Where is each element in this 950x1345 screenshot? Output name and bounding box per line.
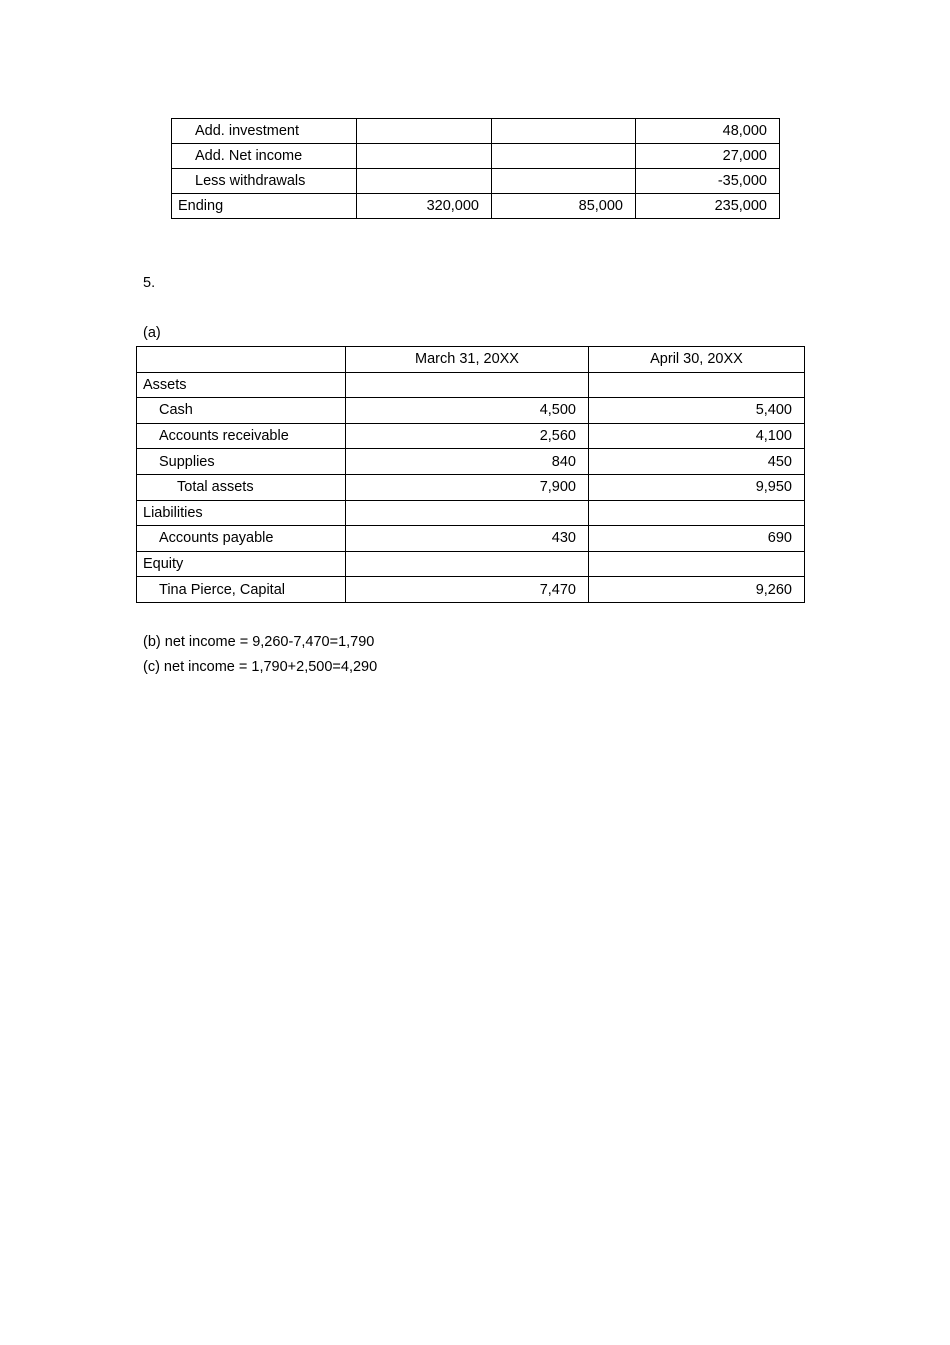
row-label: Add. investment [172, 119, 357, 144]
table-cell: 320,000 [357, 194, 492, 219]
table-cell: 9,260 [589, 577, 805, 603]
table-row [137, 423, 805, 449]
table-row [172, 144, 780, 169]
table-header-row [137, 347, 805, 373]
table-cell [589, 500, 805, 526]
part-a-label: (a) [143, 325, 161, 341]
table-cell: 7,470 [346, 577, 589, 603]
table-cell [492, 144, 636, 169]
table-cell [589, 372, 805, 398]
table-cell [492, 119, 636, 144]
question-number: 5. [143, 275, 156, 291]
header-cell: March 31, 20XX [346, 347, 589, 373]
table-cell: 450 [589, 449, 805, 475]
row-label: Tina Pierce, Capital [137, 577, 346, 603]
header-cell [137, 347, 346, 373]
table-cell: 7,900 [346, 474, 589, 500]
row-label: Liabilities [137, 500, 346, 526]
row-label: Accounts payable [137, 526, 346, 552]
table-cell: 4,500 [346, 398, 589, 424]
table-cell [492, 169, 636, 194]
row-label: Total assets [137, 474, 346, 500]
table-row [137, 474, 805, 500]
table-cell [357, 119, 492, 144]
table-row [172, 119, 780, 144]
table-cell: 48,000 [636, 119, 780, 144]
part-c-answer: (c) net income = 1,790+2,500=4,290 [143, 659, 378, 675]
table-cell: 85,000 [492, 194, 636, 219]
row-label: Add. Net income [172, 144, 357, 169]
table-cell [357, 169, 492, 194]
header-cell: April 30, 20XX [589, 347, 805, 373]
table-row [137, 577, 805, 603]
balance-sheet-table [136, 346, 805, 603]
table-cell [346, 372, 589, 398]
row-label: Cash [137, 398, 346, 424]
row-label: Less withdrawals [172, 169, 357, 194]
row-label: Equity [137, 551, 346, 577]
table-cell [589, 551, 805, 577]
part-b-answer: (b) net income = 9,260-7,470=1,790 [143, 634, 375, 650]
table-cell [346, 551, 589, 577]
table-row [172, 169, 780, 194]
table-cell [346, 500, 589, 526]
table-row [172, 194, 780, 219]
table-cell: 840 [346, 449, 589, 475]
table-row [137, 551, 805, 577]
table-row [137, 500, 805, 526]
table-cell: 430 [346, 526, 589, 552]
row-label: Assets [137, 372, 346, 398]
row-label: Supplies [137, 449, 346, 475]
table-row [137, 526, 805, 552]
table-cell: 690 [589, 526, 805, 552]
table-row [137, 398, 805, 424]
row-label: Ending [172, 194, 357, 219]
table-row [137, 372, 805, 398]
row-label: Accounts receivable [137, 423, 346, 449]
table-cell: 235,000 [636, 194, 780, 219]
table-cell: 2,560 [346, 423, 589, 449]
table-cell: -35,000 [636, 169, 780, 194]
equity-changes-table [171, 118, 780, 219]
table-cell [357, 144, 492, 169]
table-cell: 4,100 [589, 423, 805, 449]
table-cell: 9,950 [589, 474, 805, 500]
table-cell: 27,000 [636, 144, 780, 169]
table-cell: 5,400 [589, 398, 805, 424]
table-row [137, 449, 805, 475]
